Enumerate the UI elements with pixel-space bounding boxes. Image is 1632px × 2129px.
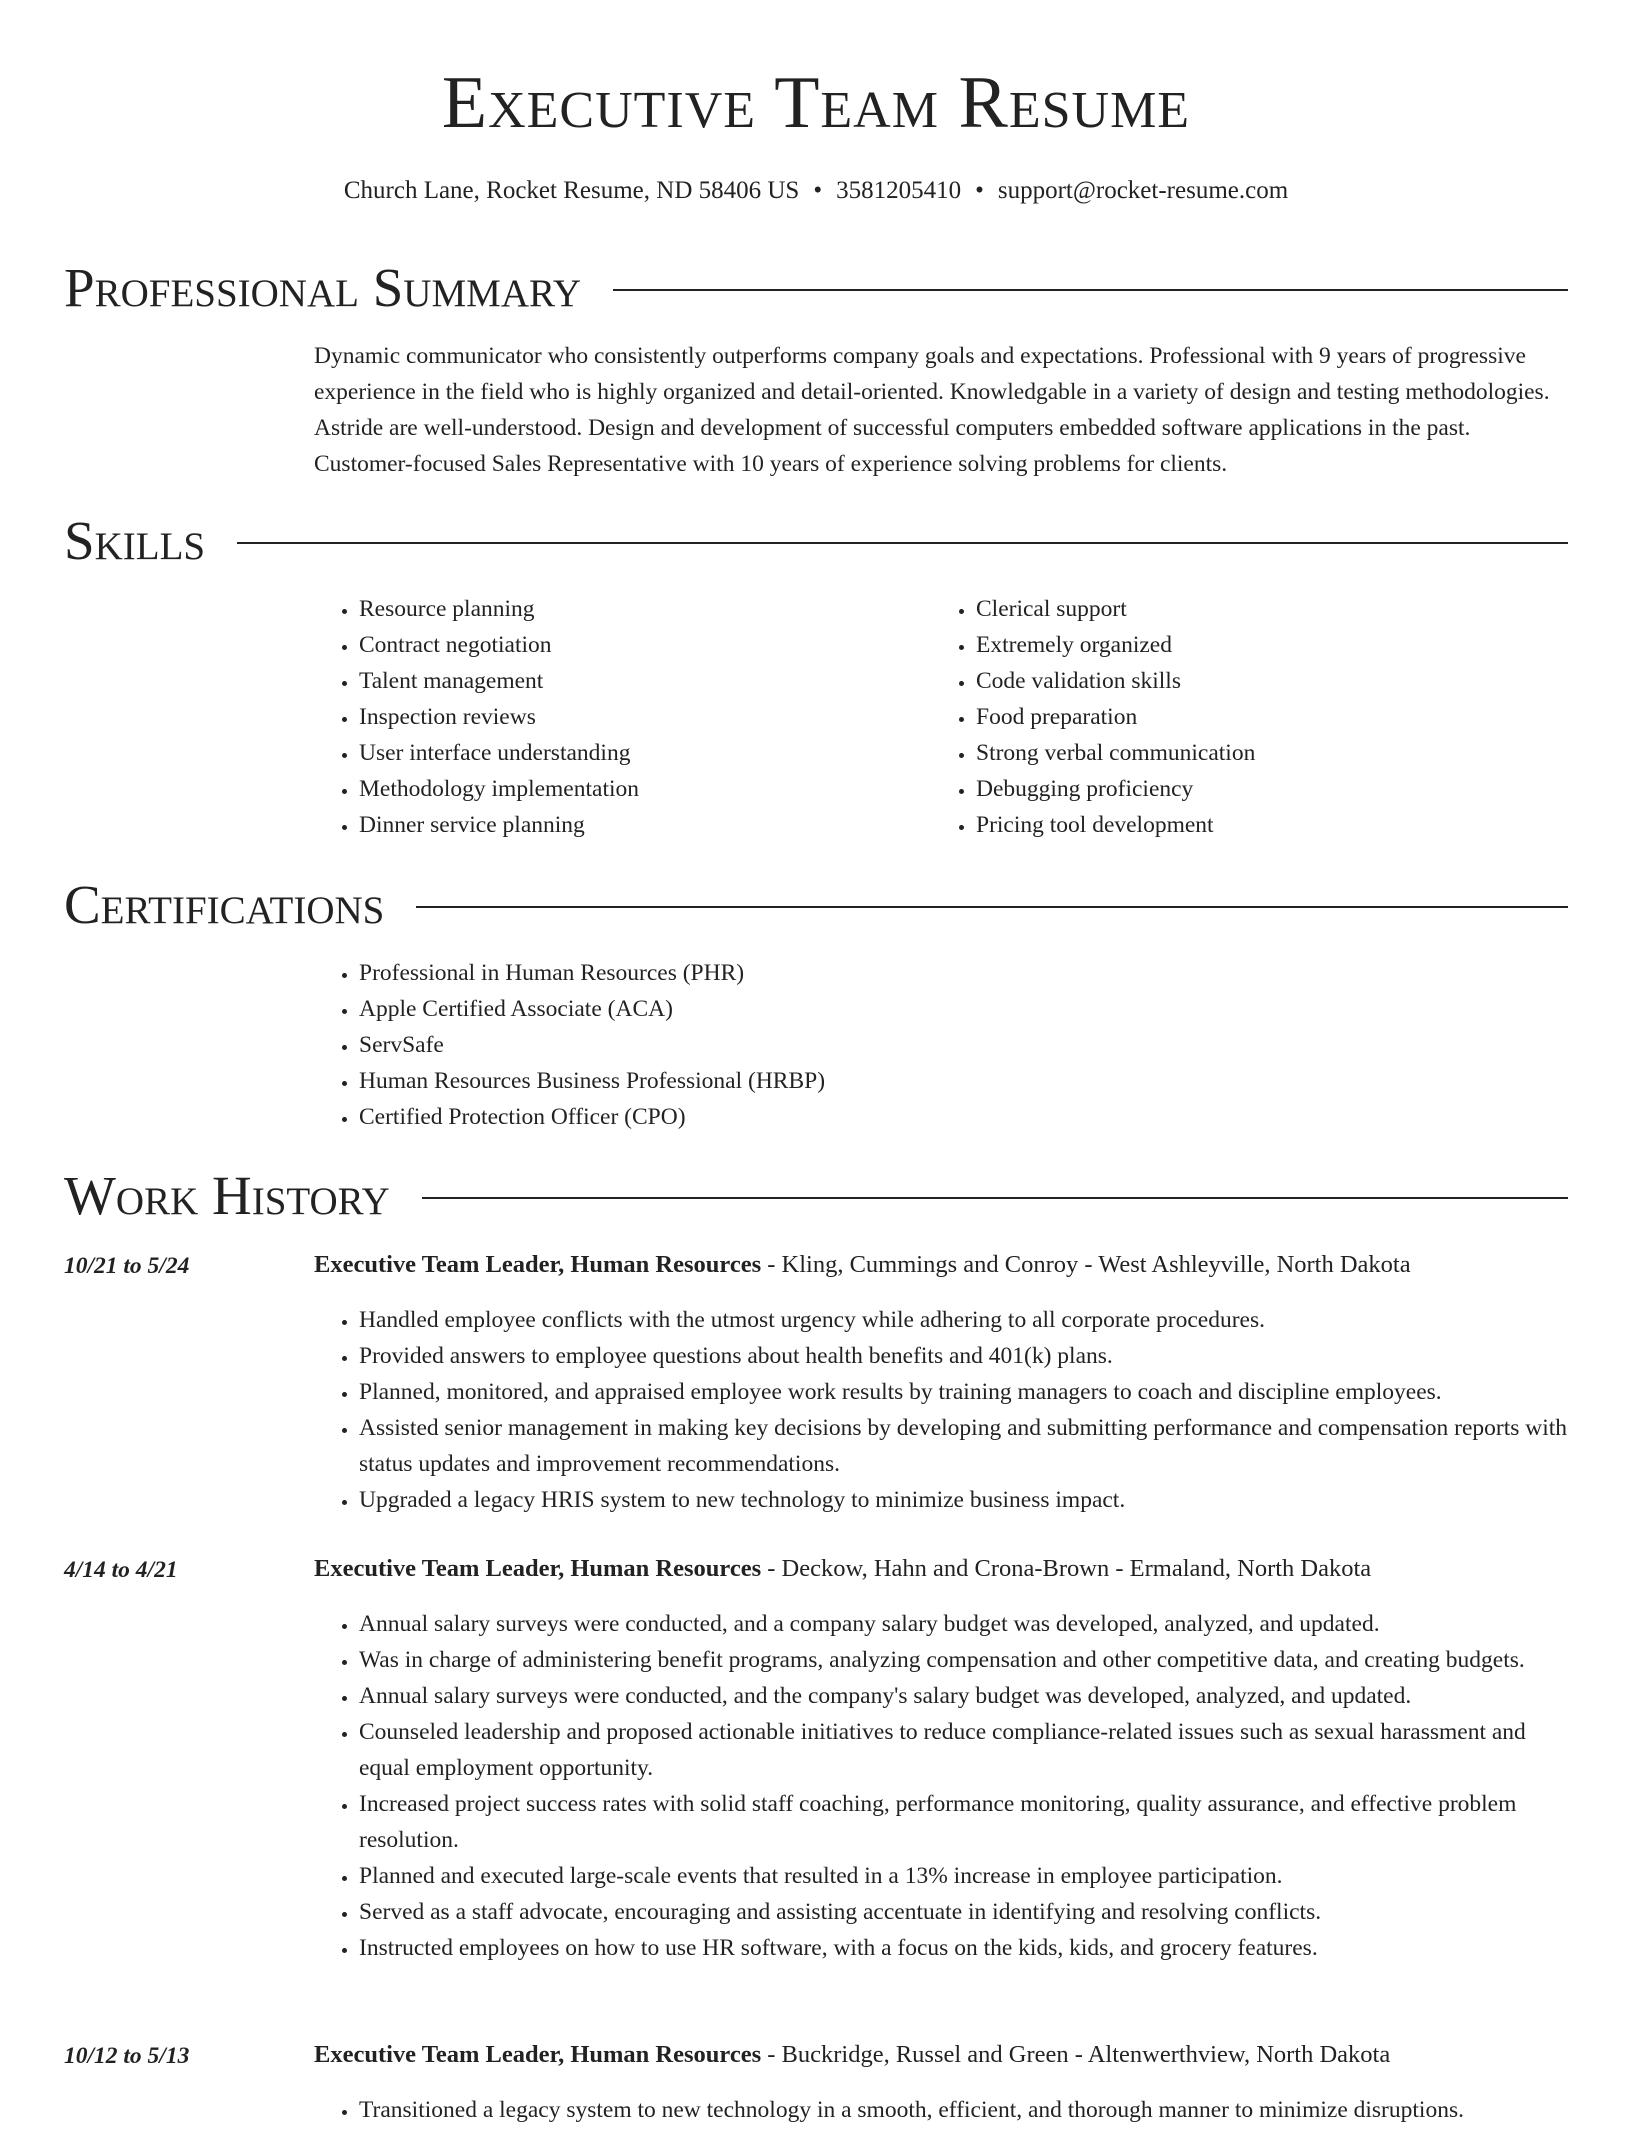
certifications-block [314, 955, 1568, 1135]
job-bullet: • Upgraded a legacy HRIS system to new technology to minimize business impact. [359, 1482, 1568, 1518]
job-title: Executive Team Leader, Human Resources [314, 2041, 762, 2068]
work-section-header [64, 1163, 1568, 1229]
job-company: - Kling, Cummings and Conroy - West Ashleyville, North Dakota [761, 1251, 1411, 1278]
skills-left-column [314, 591, 914, 843]
skills-left-list [314, 591, 914, 843]
job-dates: 10/21 to 5/24 [64, 1253, 190, 1279]
section-divider [613, 289, 1568, 291]
skill-item: • Code validation skills [976, 663, 1531, 699]
job-bullet: • Increased project success rates with solid staff coaching, performance monitoring, quality assurance, and effective problem resolution. [359, 1786, 1568, 1858]
contact-separator: • [975, 177, 984, 204]
certifications-list [314, 955, 1568, 1135]
job-bullet: • Planned, monitored, and appraised employee work results by training managers to coach and discipline employees. [359, 1374, 1568, 1410]
contact-phone: 3581205410 [836, 177, 962, 204]
job-bullet: • Planned and executed large-scale events that resulted in a 13% increase in employee participation. [359, 1858, 1568, 1894]
summary-text: Dynamic communicator who consistently outperforms company goals and expectations. Professional with 9 years of progressive experience in the field who is highly organized and detail-oriented. Knowledgable in a variety of design and testing methodologies. Astride are well-understood. Design and development of successful computers embedded software applications in the past. Customer-focused Sales Representative with 10 years of experience solving problems for clients. [314, 343, 1550, 477]
job-heading [314, 1551, 1568, 1587]
certification-item: • Certified Protection Officer (CPO) [359, 1099, 1568, 1135]
skill-item: • Extremely organized [976, 627, 1531, 663]
certification-item: • Human Resources Business Professional (HRBP) [359, 1063, 1568, 1099]
skills-section-title: Skills [64, 510, 206, 571]
section-divider [422, 1197, 1568, 1199]
contact-separator: • [813, 177, 823, 204]
job-bullets-block [314, 1606, 1568, 1966]
job-bullet: • Assisted senior management in making key decisions by developing and submitting performance and compensation reports with status updates and improvement recommendations. [359, 1410, 1568, 1482]
job-bullet-list [314, 1606, 1568, 1966]
job-company: - Deckow, Hahn and Crona-Brown - Ermaland, North Dakota [761, 1555, 1372, 1582]
job-bullet: • Was in charge of administering benefit programs, analyzing compensation and other competitive data, and creating budgets. [359, 1642, 1568, 1678]
contact-address: Church Lane, Rocket Resume, ND 58406 US [343, 177, 800, 204]
job-bullet: • Handled employee conflicts with the utmost urgency while adhering to all corporate procedures. [359, 1302, 1568, 1338]
certifications-section-title: Certifications [64, 874, 385, 935]
contact-line [0, 173, 1632, 209]
certification-item: • ServSafe [359, 1027, 1568, 1063]
section-divider [237, 542, 1568, 544]
skill-item: • Resource planning [359, 591, 914, 627]
job-bullet: • Served as a staff advocate, encouraging and assisting accentuate in identifying and resolving conflicts. [359, 1894, 1568, 1930]
job-title: Executive Team Leader, Human Resources [314, 1251, 762, 1278]
skill-item: • User interface understanding [359, 735, 914, 771]
skill-item: • Clerical support [976, 591, 1531, 627]
job-bullet: • Provided answers to employee questions about health benefits and 401(k) plans. [359, 1338, 1568, 1374]
certification-item: • Professional in Human Resources (PHR) [359, 955, 1568, 991]
certifications-section-header [64, 872, 1568, 938]
skills-right-column [931, 591, 1531, 843]
skill-item: • Methodology implementation [359, 771, 914, 807]
job-dates: 10/12 to 5/13 [64, 2043, 190, 2069]
job-bullet: • Counseled leadership and proposed actionable initiatives to reduce compliance-related issues such as sexual harassment and equal employment opportunity. [359, 1714, 1568, 1786]
certification-item: • Apple Certified Associate (ACA) [359, 991, 1568, 1027]
job-company: - Buckridge, Russel and Green - Altenwerthview, North Dakota [761, 2041, 1391, 2068]
section-divider [416, 906, 1568, 908]
skill-item: • Pricing tool development [976, 807, 1531, 843]
contact-email: support@rocket-resume.com [997, 177, 1289, 204]
job-title: Executive Team Leader, Human Resources [314, 1555, 762, 1582]
job-bullet-list [314, 1302, 1568, 1518]
skills-right-list [931, 591, 1531, 843]
skill-item: • Inspection reviews [359, 699, 914, 735]
skill-item: • Food preparation [976, 699, 1531, 735]
job-bullets-block [314, 2092, 1568, 2128]
skill-item: • Contract negotiation [359, 627, 914, 663]
skill-item: • Debugging proficiency [976, 771, 1531, 807]
job-heading [314, 1247, 1568, 1283]
work-section-title: Work History [64, 1165, 390, 1226]
job-bullet: • Transitioned a legacy system to new technology in a smooth, efficient, and thorough manner to minimize disruptions. [359, 2092, 1568, 2128]
job-bullet: • Annual salary surveys were conducted, and the company's salary budget was developed, analyzed, and updated. [359, 1678, 1568, 1714]
job-bullet: • Instructed employees on how to use HR software, with a focus on the kids, kids, and grocery features. [359, 1930, 1568, 1966]
skills-section-header [64, 508, 1568, 574]
job-bullets-block [314, 1302, 1568, 1518]
job-heading [314, 2037, 1568, 2073]
skill-item: • Dinner service planning [359, 807, 914, 843]
summary-section-header [64, 255, 1568, 321]
summary-section-title: Professional Summary [64, 257, 582, 318]
job-bullet: • Annual salary surveys were conducted, and a company salary budget was developed, analyzed, and updated. [359, 1606, 1568, 1642]
skill-item: • Strong verbal communication [976, 735, 1531, 771]
job-bullet-list [314, 2092, 1568, 2128]
resume-name: Executive Team Resume [441, 62, 1191, 144]
skill-item: • Talent management [359, 663, 914, 699]
job-dates: 4/14 to 4/21 [64, 1557, 178, 1583]
